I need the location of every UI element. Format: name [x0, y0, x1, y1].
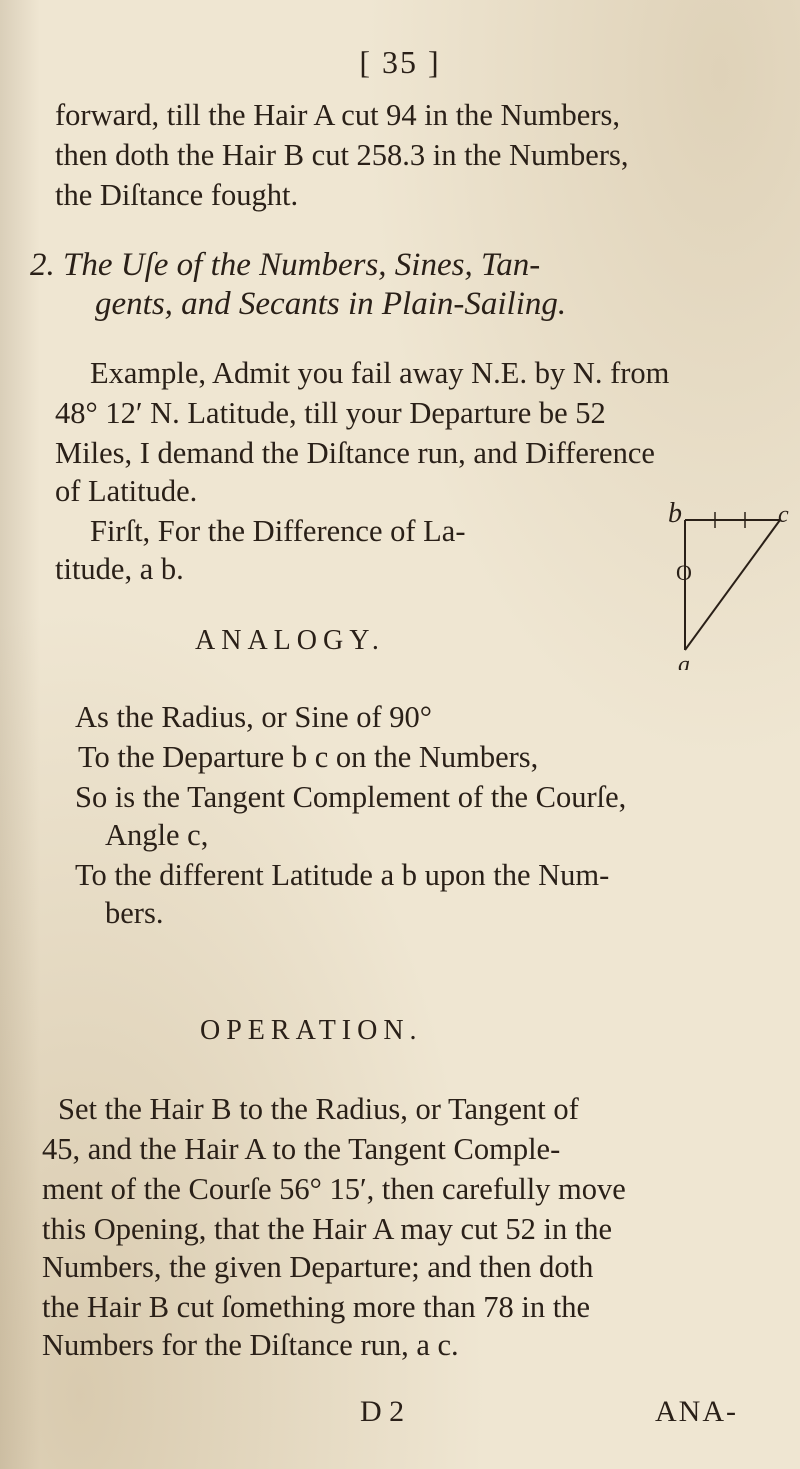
- example-line-1: Example, Admit you fail away N.E. by N. from: [90, 356, 670, 390]
- section-title-line-1: 2. The Uſe of the Numbers, Sines, Tan-: [30, 247, 541, 283]
- triangle-diagram-svg: [660, 490, 790, 670]
- operation-heading: OPERATION.: [200, 1015, 423, 1046]
- example-line-5: Firſt, For the Difference of La-: [90, 514, 466, 548]
- analogy-line-5: To the different Latitude a b upon the Num-: [75, 858, 610, 892]
- signature-mark: D 2: [360, 1395, 405, 1428]
- operation-line-7: Numbers for the Diſtance run, a c.: [42, 1328, 459, 1362]
- operation-line-3: ment of the Courſe 56° 15′, then carefully move: [42, 1172, 626, 1206]
- intro-line-2: then doth the Hair B cut 258.3 in the Numbers,: [55, 138, 629, 172]
- operation-line-5: Numbers, the given Departure; and then doth: [42, 1250, 594, 1284]
- diagram-label-a: a: [678, 652, 690, 670]
- operation-line-4: this Opening, that the Hair A may cut 52 in the: [42, 1212, 613, 1246]
- diagram-label-b: b: [668, 498, 682, 529]
- example-line-2: 48° 12′ N. Latitude, till your Departure be 52: [55, 396, 606, 430]
- section-title-line-2: gents, and Secants in Plain-Sailing.: [95, 286, 567, 322]
- triangle-diagram: [660, 490, 790, 670]
- catchword: ANA-: [655, 1395, 738, 1428]
- example-line-4: of Latitude.: [55, 474, 198, 508]
- analogy-heading: ANALOGY.: [195, 625, 385, 656]
- operation-line-6: the Hair B cut ſomething more than 78 in the: [42, 1290, 591, 1324]
- intro-line-1: forward, till the Hair A cut 94 in the Numbers,: [55, 98, 620, 132]
- analogy-line-6: bers.: [105, 896, 164, 930]
- operation-line-2: 45, and the Hair A to the Tangent Comple-: [42, 1132, 561, 1166]
- operation-line-1: Set the Hair B to the Radius, or Tangent of: [58, 1092, 579, 1126]
- intro-line-3: the Diſtance fought.: [55, 178, 299, 212]
- analogy-line-3: So is the Tangent Complement of the Courſe,: [75, 780, 627, 814]
- page-number: [ 35 ]: [359, 44, 441, 80]
- diagram-label-o: O: [676, 560, 692, 585]
- example-line-6: titude, a b.: [55, 552, 184, 586]
- example-line-3: Miles, I demand the Diſtance run, and Difference: [55, 436, 655, 470]
- diagram-label-c: c: [778, 502, 789, 528]
- analogy-line-2: To the Departure b c on the Numbers,: [78, 740, 539, 774]
- analogy-line-1: As the Radius, or Sine of 90°: [75, 700, 432, 734]
- analogy-line-4: Angle c,: [105, 818, 209, 852]
